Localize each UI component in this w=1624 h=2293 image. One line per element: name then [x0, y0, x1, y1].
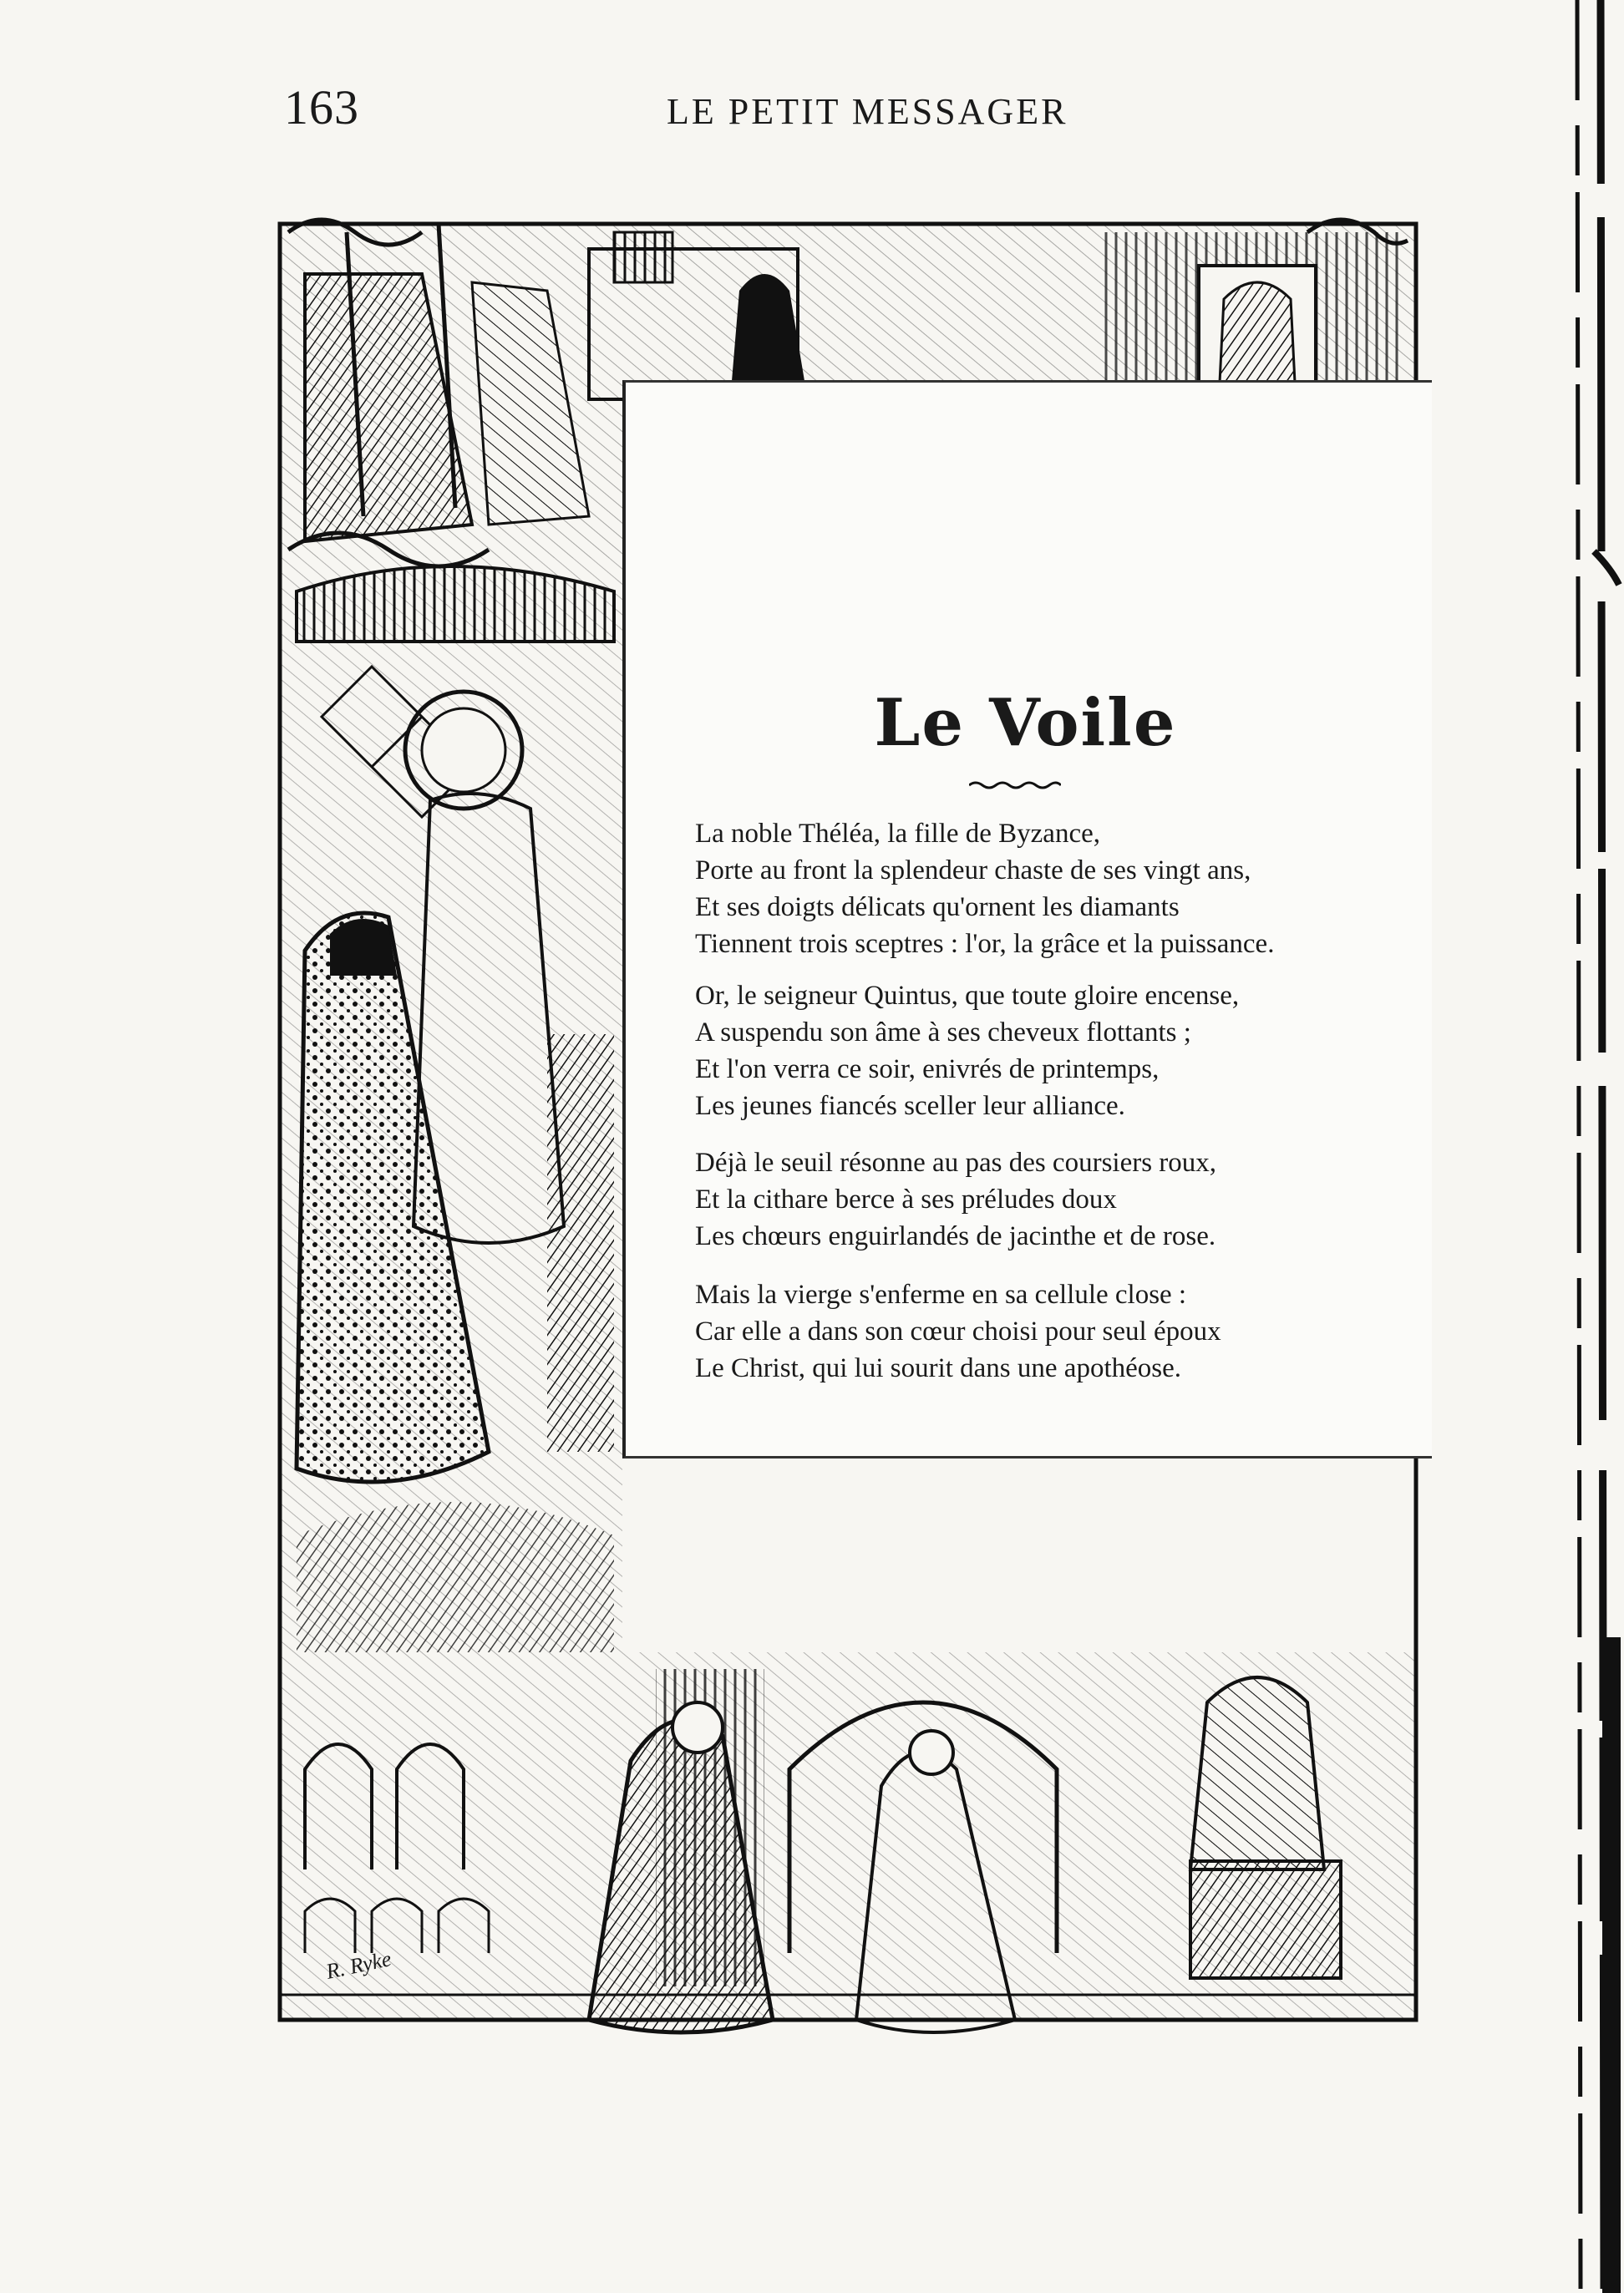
artist-signature: R. Ryke: [323, 1946, 393, 1984]
verse-line: La noble Théléa, la fille de Byzance,: [695, 819, 1100, 849]
stanza-2: [695, 977, 1239, 1124]
running-header: LE PETIT MESSAGER: [667, 91, 1068, 132]
poem-title: Le Voile: [874, 685, 1177, 761]
verse-line: Car elle a dans son cœur choisi pour seul époux: [695, 1316, 1221, 1347]
left-engraving: [280, 558, 622, 1652]
verse-line: Déjà le seuil résonne au pas des coursiers roux,: [695, 1148, 1217, 1178]
stanza-4: [695, 1276, 1221, 1387]
verse-line: Les jeunes fiancés sceller leur alliance.: [695, 1091, 1125, 1121]
verse-line: Le Christ, qui lui sourit dans une apothéose.: [695, 1353, 1181, 1383]
verse-line: Porte au front la splendeur chaste de ses vingt ans,: [695, 855, 1251, 885]
verse-line: Et l'on verra ce soir, enivrés de printemps,: [695, 1054, 1160, 1084]
bottom-engraving: [280, 1652, 1416, 2032]
stanza-3: [695, 1144, 1216, 1255]
binding-gutter: [1552, 0, 1624, 2293]
verse-line: Mais la vierge s'enferme en sa cellule close :: [695, 1280, 1187, 1310]
page-number: 163: [284, 80, 359, 134]
title-ornament-rule: [969, 779, 1061, 790]
verse-line: Or, le seigneur Quintus, que toute gloire encense,: [695, 981, 1240, 1011]
verse-line: Les chœurs enguirlandés de jacinthe et de rose.: [695, 1221, 1216, 1251]
verse-line: Et ses doigts délicats qu'ornent les diamants: [695, 892, 1180, 922]
verse-line: Tiennent trois sceptres : l'or, la grâce et la puissance.: [695, 929, 1275, 959]
verse-line: Et la cithare berce à ses préludes doux: [695, 1185, 1117, 1215]
stanza-1: [695, 815, 1274, 962]
verse-line: A suspendu son âme à ses cheveux flottants ;: [695, 1017, 1191, 1048]
